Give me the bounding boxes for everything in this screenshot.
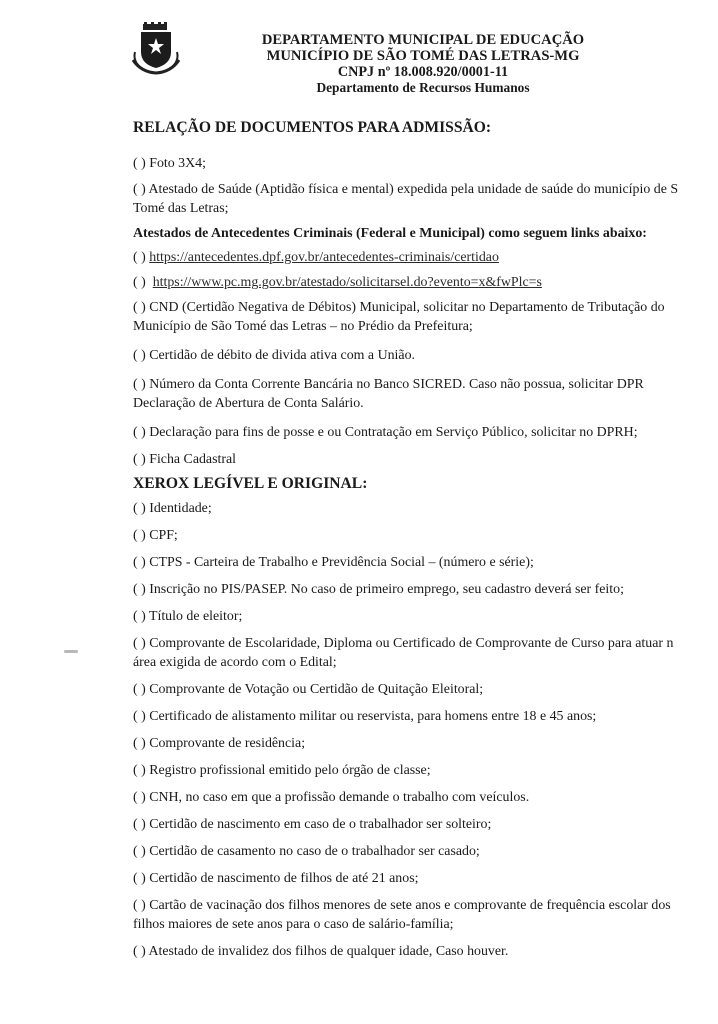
checkbox: ( ): [133, 275, 146, 290]
document-body: [0, 117, 718, 961]
item-text: Cartão de vacinação dos filhos menores de sete anos e comprovante de frequência escolar dos: [149, 898, 671, 913]
copies-heading: XEROX LEGÍVEL E ORIGINAL:: [133, 475, 368, 492]
letterhead-text: [232, 32, 614, 96]
item-text-continued: área exigida de acordo com o Edital;: [133, 655, 337, 670]
federal-certificate-link[interactable]: https://antecedentes.dpf.gov.br/antecedentes-criminais/certidao: [149, 250, 499, 265]
list-item: [0, 154, 718, 173]
list-item: [0, 423, 718, 442]
links-list: [0, 248, 718, 292]
checkbox: ( ): [133, 501, 146, 516]
documents-list: [0, 154, 718, 218]
scan-artifact: [64, 650, 78, 653]
item-text: Registro profissional emitido pelo órgão de classe;: [149, 763, 431, 778]
item-text-continued: filhos maiores de sete anos para o caso de salário-família;: [133, 917, 454, 932]
item-text: CTPS - Carteira de Trabalho e Previdência Social – (número e série);: [149, 555, 534, 570]
checkbox: ( ): [133, 377, 146, 392]
item-text-continued: Tomé das Letras;: [133, 201, 229, 216]
checkbox: ( ): [133, 790, 146, 805]
item-text: Inscrição no PIS/PASEP. No caso de primeiro emprego, seu cadastro deverá ser feito;: [149, 582, 624, 597]
letterhead: [0, 0, 718, 112]
checkbox: ( ): [133, 844, 146, 859]
checkbox: ( ): [133, 898, 146, 913]
list-item: [0, 553, 718, 572]
page-title: RELAÇÃO DE DOCUMENTOS PARA ADMISSÃO:: [133, 119, 492, 136]
list-item: [0, 273, 718, 292]
checkbox: ( ): [133, 763, 146, 778]
list-item: [0, 607, 718, 626]
documents-list-2: [0, 298, 718, 469]
list-item: [0, 896, 718, 934]
item-text: Atestado de Saúde (Aptidão física e mental) expedida pela unidade de saúde do município de S: [148, 182, 679, 197]
municipality-name: MUNICÍPIO DE SÃO TOMÉ DAS LETRAS-MG: [266, 48, 580, 64]
checkbox: ( ): [133, 582, 146, 597]
sub-department-name: Departamento de Recursos Humanos: [316, 80, 530, 95]
list-item: [0, 761, 718, 780]
list-item: [0, 346, 718, 365]
item-text: Foto 3X4;: [149, 156, 206, 171]
list-item: [0, 815, 718, 834]
item-text: CND (Certidão Negativa de Débitos) Municipal, solicitar no Departamento de Tributação do: [149, 300, 665, 315]
item-text: CNH, no caso em que a profissão demande o trabalho com veículos.: [149, 790, 530, 805]
state-certificate-link[interactable]: https://www.pc.mg.gov.br/atestado/solicitarsel.do?evento=x&fwPlc=s: [152, 275, 542, 290]
list-item: [0, 842, 718, 861]
checkbox: ( ): [133, 555, 146, 570]
checkbox: ( ): [133, 300, 146, 315]
checkbox: ( ): [133, 817, 146, 832]
item-text: Certidão de casamento no caso de o trabalhador ser casado;: [149, 844, 480, 859]
checkbox: ( ): [133, 528, 146, 543]
checkbox: ( ): [133, 944, 146, 959]
item-text: Comprovante de Escolaridade, Diploma ou Certificado de Comprovante de Curso para atuar n: [149, 636, 674, 651]
checkbox: ( ): [133, 709, 146, 724]
municipal-coat-of-arms-icon: [131, 22, 181, 76]
checkbox: ( ): [133, 609, 146, 624]
cnpj-number: CNPJ nº 18.008.920/0001-11: [337, 64, 509, 80]
checkbox: ( ): [133, 736, 146, 751]
item-text: Comprovante de Votação ou Certidão de Quitação Eleitoral;: [149, 682, 484, 697]
list-item: [0, 180, 718, 218]
list-item: [0, 526, 718, 545]
checkbox: ( ): [133, 871, 146, 886]
list-item: [0, 298, 718, 336]
list-item: [0, 869, 718, 888]
criminal-records-heading: Atestados de Antecedentes Criminais (Federal e Municipal) como seguem links abaixo:: [133, 226, 647, 241]
department-name: DEPARTAMENTO MUNICIPAL DE EDUCAÇÃO: [261, 32, 585, 48]
item-text: Declaração para fins de posse e ou Contratação em Serviço Público, solicitar no DPRH;: [149, 425, 638, 440]
item-text: Número da Conta Corrente Bancária no Banco SICRED. Caso não possua, solicitar DPR: [149, 377, 644, 392]
item-text: CPF;: [149, 528, 178, 543]
list-item: [0, 450, 718, 469]
item-text-continued: Declaração de Abertura de Conta Salário.: [133, 396, 364, 411]
list-item: [0, 580, 718, 599]
item-text: Certidão de débito de divida ativa com a União.: [149, 348, 415, 363]
checkbox: ( ): [133, 348, 146, 363]
list-item: [0, 788, 718, 807]
checkbox: ( ): [133, 156, 146, 171]
item-text-continued: Município de São Tomé das Letras – no Prédio da Prefeitura;: [133, 319, 473, 334]
list-item: [0, 942, 718, 961]
list-item: [0, 634, 718, 672]
list-item: [0, 734, 718, 753]
copies-list: [0, 499, 718, 961]
item-text: Ficha Cadastral: [149, 452, 237, 467]
checkbox: ( ): [133, 452, 146, 467]
item-text: Certificado de alistamento militar ou reservista, para homens entre 18 e 45 anos;: [149, 709, 597, 724]
item-text: Comprovante de residência;: [149, 736, 306, 751]
list-item: [0, 375, 718, 413]
checkbox: ( ): [133, 682, 146, 697]
item-text: Atestado de invalidez dos filhos de qualquer idade, Caso houver.: [148, 944, 509, 959]
list-item: [0, 680, 718, 699]
list-item: [0, 707, 718, 726]
checkbox: ( ): [133, 636, 146, 651]
item-text: Certidão de nascimento de filhos de até 21 anos;: [149, 871, 419, 886]
item-text: Identidade;: [149, 501, 212, 516]
list-item: [0, 248, 718, 267]
item-text: Título de eleitor;: [148, 609, 243, 624]
checkbox: ( ): [133, 182, 146, 197]
checkbox: ( ): [133, 250, 146, 265]
list-item: [0, 499, 718, 518]
item-text: Certidão de nascimento em caso de o trabalhador ser solteiro;: [149, 817, 492, 832]
checkbox: ( ): [133, 425, 146, 440]
